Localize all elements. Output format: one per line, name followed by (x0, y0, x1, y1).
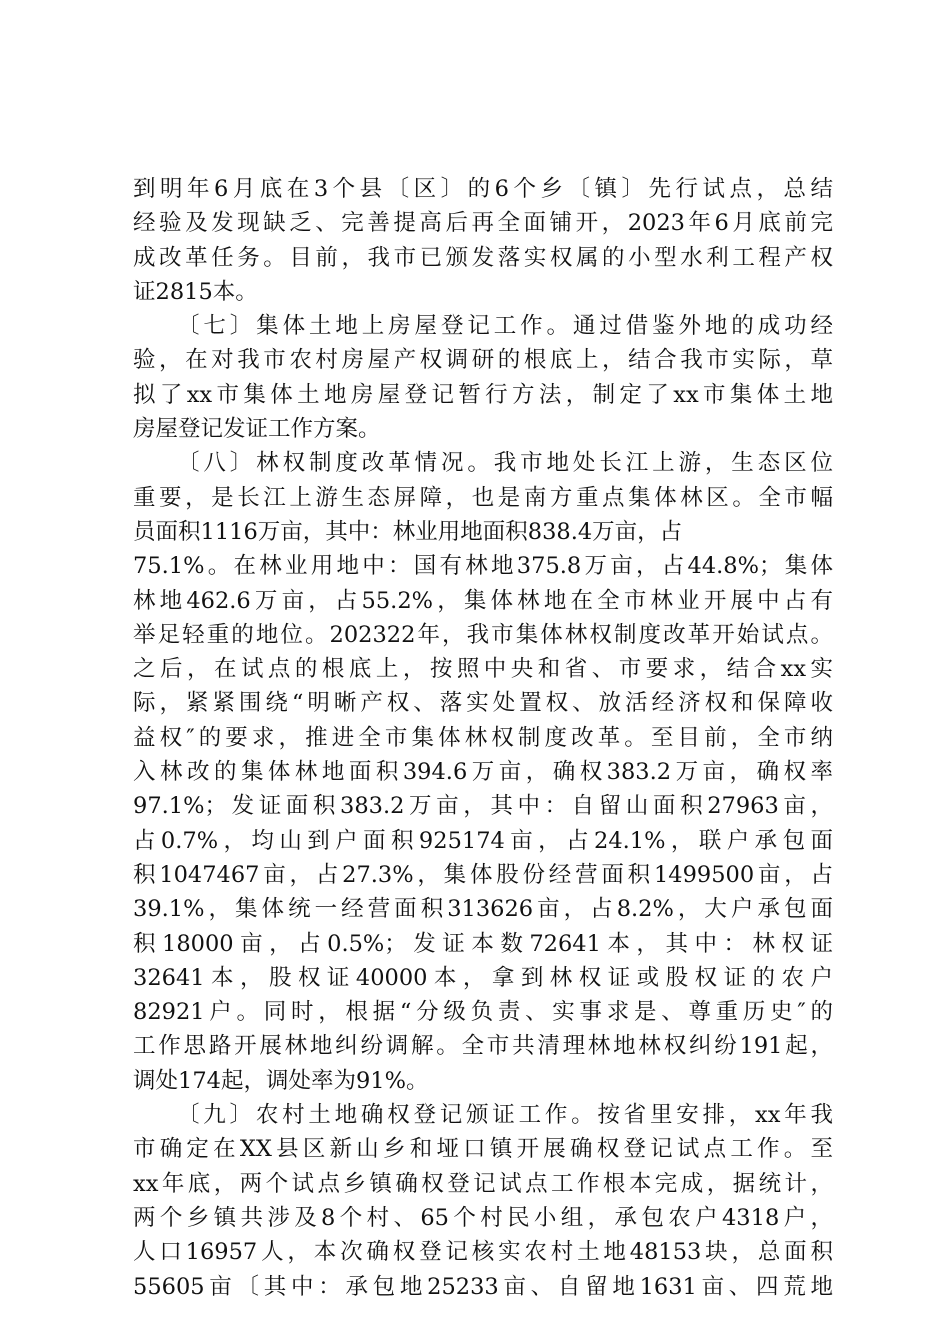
body-text (133, 172, 833, 1304)
text-line: 39.1%，集体统一经营面积313626亩，占8.2%，大户承包面 (133, 896, 833, 923)
text-line: 97.1%；发证面积383.2万亩，其中：自留山面积27963亩， (133, 793, 833, 820)
paragraph-heading-line: 〔八〕林权制度改革情况。我市地处长江上游，生态区位 (177, 450, 833, 477)
text-line: 益权″的要求，推进全市集体林权制度改革。至目前，全市纳 (133, 724, 833, 751)
text-line: 经验及发现缺乏、完善提高后再全面铺开，2023年6月底前完 (133, 210, 833, 237)
text-line: 入林改的集体林地面积394.6万亩，确权383.2万亩，确权率 (133, 759, 833, 786)
text-line: 证2815本。 (133, 278, 258, 305)
text-line: 市确定在XX县区新山乡和垭口镇开展确权登记试点工作。至 (133, 1136, 833, 1163)
text-line: 75.1%。在林业用地中：国有林地375.8万亩，占44.8%；集体 (133, 553, 833, 580)
text-line: 举足轻重的地位。202322年，我市集体林权制度改革开始试点。 (133, 621, 833, 648)
text-line: 占0.7%，均山到户面积925174亩，占24.1%，联户承包面 (133, 827, 833, 854)
text-line: 房屋登记发证工作方案。 (133, 416, 381, 443)
text-line: 积1047467亩，占27.3%，集体股份经营面积1499500亩，占 (133, 861, 833, 888)
text-line: 人口16957人，本次确权登记核实农村土地48153块，总面积 (133, 1239, 833, 1266)
text-line: 成改革任务。目前，我市已颁发落实权属的小型水利工程产权 (133, 244, 833, 271)
paragraph-heading-line: 〔七〕集体土地上房屋登记工作。通过借鉴外地的成功经 (177, 313, 833, 340)
text-line: 55605亩〔其中：承包地25233亩、自留地1631亩、四荒地 (133, 1273, 833, 1300)
text-line: 32641本，股权证40000本，拿到林权证或股权证的农户 (133, 964, 833, 991)
text-line: xx年底，两个试点乡镇确权登记试点工作根本完成，据统计， (133, 1170, 833, 1197)
text-line: 调处174起，调处率为91%。 (133, 1067, 429, 1094)
text-line: 之后，在试点的根底上，按照中央和省、市要求，结合xx实 (133, 656, 833, 683)
text-line: 两个乡镇共涉及8个村、65个村民小组，承包农户4318户， (133, 1204, 833, 1231)
text-line: 工作思路开展林地纠纷调解。全市共清理林地林权纠纷191起， (133, 1033, 833, 1060)
text-line: 员面积1116万亩，其中：林业用地面积838.4万亩，占 (133, 518, 683, 545)
paragraph-heading-line: 〔九〕农村土地确权登记颁证工作。按省里安排，xx年我 (177, 1102, 833, 1129)
text-line: 积18000亩，占0.5%；发证本数72641本，其中：林权证 (133, 930, 833, 957)
text-line: 际，紧紧围绕“明晰产权、落实处置权、放活经济权和保障收 (133, 690, 833, 717)
text-line: 82921户。同时，根据“分级负责、实事求是、尊重历史″的 (133, 999, 833, 1026)
text-line: 重要，是长江上游生态屏障，也是南方重点集体林区。全市幅 (133, 484, 833, 511)
text-line: 到明年6月底在3个县〔区〕的6个乡〔镇〕先行试点，总结 (133, 176, 833, 202)
text-line: 拟了xx市集体土地房屋登记暂行方法，制定了xx市集体土地 (133, 381, 833, 408)
text-line: 林地462.6万亩，占55.2%，集体林地在全市林业开展中占有 (133, 587, 833, 614)
text-line: 验，在对我市农村房屋产权调研的根底上，结合我市实际，草 (133, 347, 833, 374)
